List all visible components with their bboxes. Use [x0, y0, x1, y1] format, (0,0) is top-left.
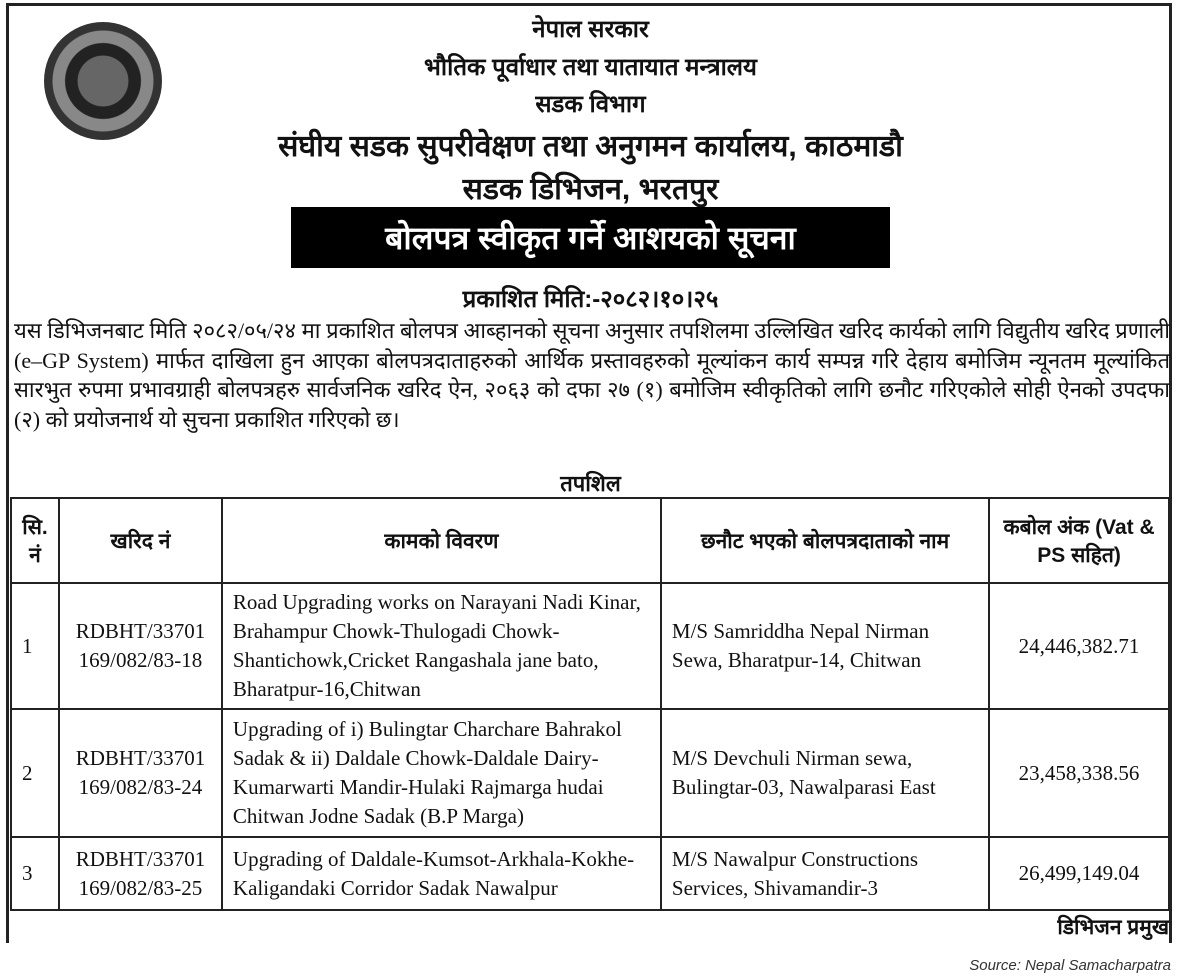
notice-body: यस डिभिजनबाट मिति २०८२/०५/२४ मा प्रकाशित बोलपत्र आब्हानको सूचना अनुसार तपशिलमा उल्लिखित खरिद कार्यको लागि विद्युतीय खरिद प्रणाली (e–GP System) मार्फत दाखिला हुन आएका बोलपत्रदाताहरुको आर्थिक प्रस्तावहरुको मूल्यांकन कार्य सम्पन्न गरि देहाय बमोजिम न्यूनतम मूल्यांकित सारभुत रुपमा प्रभावग्राही बोलपत्रहरु सार्वजनिक खरिद ऐन, २०६३ को दफा २७ (१) बमोजिम स्वीकृतिको लागि छनौट गरिएकोले सोही ऐनको उपदफा (२) को प्रयोजनार्थ यो सुचना प्रकाशित गरिएको छ। — [14, 318, 1170, 432]
bid-table — [10, 497, 1170, 911]
header-division: सडक डिभिजन, भरतपुर — [462, 173, 719, 206]
col-bidder-name: छनौट भएको बोलपत्रदाताको नाम — [661, 498, 989, 583]
cell-amount: 26,499,149.04 — [989, 837, 1169, 910]
cell-amount: 23,458,338.56 — [989, 709, 1169, 837]
header-office: संघीय सडक सुपरीवेक्षण तथा अनुगमन कार्यालय, काठमाडौ — [278, 130, 903, 163]
table-title: तपशिल — [560, 471, 621, 496]
table-header-row — [11, 498, 1169, 583]
cell-bidder: M/S Devchuli Nirman sewa, Bulingtar-03, Nawalparasi East — [661, 709, 989, 837]
cell-description: Upgrading of i) Bulingtar Charchare Bahrakol Sadak & ii) Daldale Chowk-Daldale Dairy-Kumarwarti Mandir-Hulaki Rajmarga hudai Chitwan Jodne Sadak (B.P Marga) — [222, 709, 661, 837]
cell-bidder: M/S Samriddha Nepal Nirman Sewa, Bharatpur-14, Chitwan — [661, 583, 989, 709]
table-row — [11, 583, 1169, 709]
published-date: प्रकाशित मिति:-२०८२।१०।२५ — [462, 286, 719, 313]
source-credit: Source: Nepal Samacharpatra — [969, 957, 1171, 974]
notice-title: बोलपत्र स्वीकृत गर्ने आशयको सूचना — [291, 207, 890, 268]
header-department: सडक विभाग — [535, 91, 646, 118]
col-sn: सि. नं — [11, 498, 59, 583]
table-row — [11, 837, 1169, 910]
cell-sn: 2 — [11, 709, 59, 837]
signature-title: डिभिजन प्रमुख — [1057, 916, 1169, 939]
cell-procurement-no: RDBHT/33701 169/082/83-24 — [59, 709, 222, 837]
cell-description: Upgrading of Daldale-Kumsot-Arkhala-Kokhe-Kaligandaki Corridor Sadak Nawalpur — [222, 837, 661, 910]
cell-description: Road Upgrading works on Narayani Nadi Kinar, Brahampur Chowk-Thulogadi Chowk-Shantichowk,Cricket Rangashala jane bato, Bharatpur-16,Chitwan — [222, 583, 661, 709]
cell-sn: 1 — [11, 583, 59, 709]
cell-procurement-no: RDBHT/33701 169/082/83-18 — [59, 583, 222, 709]
cell-bidder: M/S Nawalpur Constructions Services, Shivamandir-3 — [661, 837, 989, 910]
cell-amount: 24,446,382.71 — [989, 583, 1169, 709]
col-bid-amount: कबोल अंक (Vat & PS सहित) — [989, 498, 1169, 583]
col-procurement-no: खरिद नं — [59, 498, 222, 583]
header-government: नेपाल सरकार — [532, 16, 649, 43]
header-ministry: भौतिक पूर्वाधार तथा यातायात मन्त्रालय — [424, 54, 757, 81]
cell-sn: 3 — [11, 837, 59, 910]
cell-procurement-no: RDBHT/33701 169/082/83-25 — [59, 837, 222, 910]
table-row — [11, 709, 1169, 837]
col-work-description: कामको विवरण — [222, 498, 661, 583]
